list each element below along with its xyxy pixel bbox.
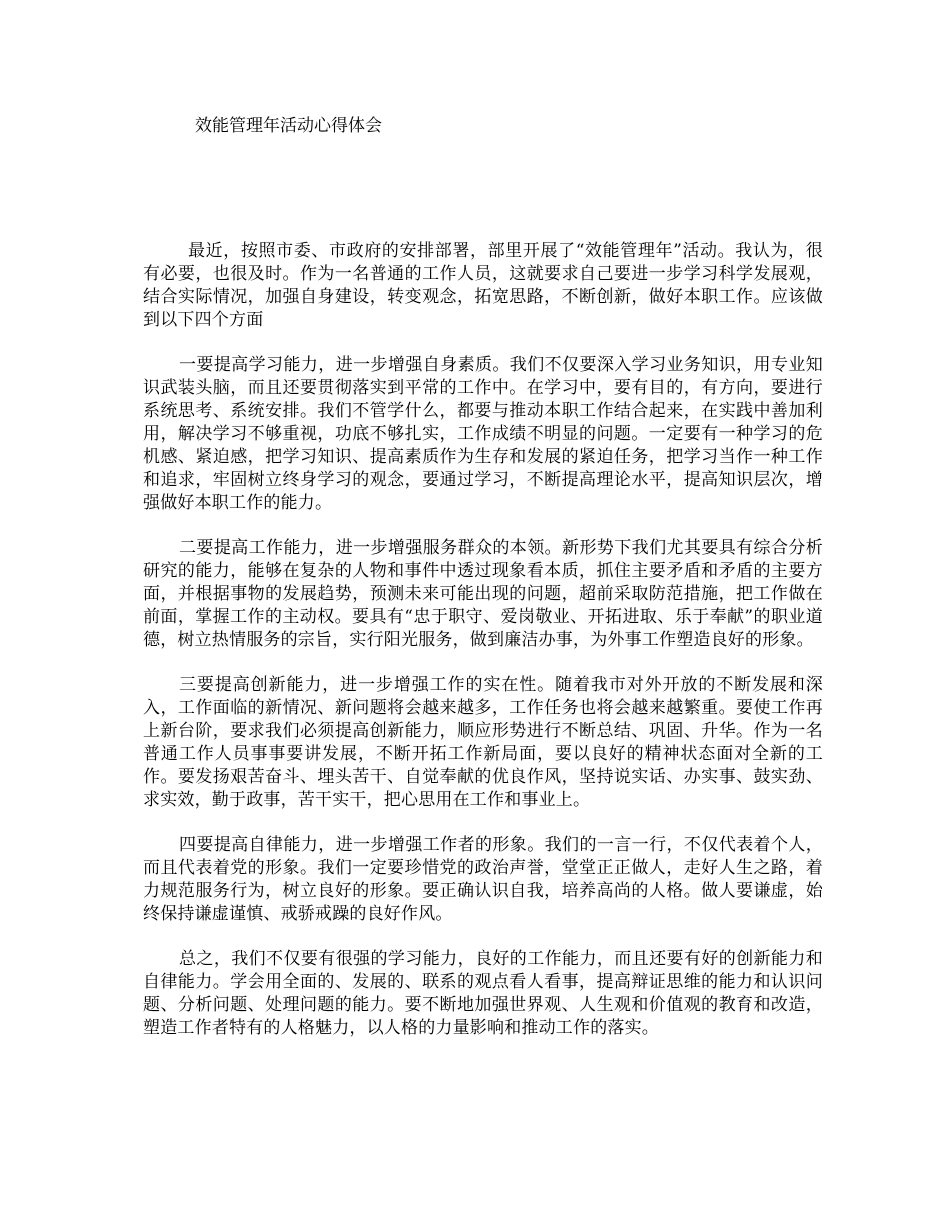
paragraph-conclusion: 总之，我们不仅要有很强的学习能力，良好的工作能力，而且还要有好的创新能力和自律能力。学会用全面的、发展的、联系的观点看人看事，提高辩证思维的能力和认识问题、分析问题、处理问题的能力。要不断地加强世界观、人生观和价值观的教育和改造，塑造工作者特有的人格魅力，以人格的力量影响和推动工作的落实。 bbox=[143, 949, 823, 1038]
paragraph-learning-ability: 一要提高学习能力，进一步增强自身素质。我们不仅要深入学习业务知识，用专业知识武装头脑，而且还要贯彻落实到平常的工作中。在学习中，要有目的，有方向，要进行系统思考、系统安排。我们不管学什么，都要与推动本职工作结合起来，在实践中善加利用，解决学习不够重视，功底不够扎实，工作成绩不明显的问题。一定要有一种学习的危机感、紧迫感，把学习知识、提高素质作为生存和发展的紧迫任务，把学习当作一种工作和追求，牢固树立终身学习的观念，要通过学习，不断提高理论水平，提高知识层次，增强做好本职工作的能力。 bbox=[143, 355, 823, 513]
paragraph-self-discipline: 四要提高自律能力，进一步增强工作者的形象。我们的一言一行，不仅代表着个人，而且代表着党的形象。我们一定要珍惜党的政治声誉，堂堂正正做人，走好人生之路，着力规范服务行为，树立良好的形象。要正确认识自我，培养高尚的人格。做人要谦虚，始终保持谦虚谨慎、戒骄戒躁的良好作风。 bbox=[143, 835, 823, 924]
paragraph-intro: 最近，按照市委、市政府的安排部署，部里开展了“效能管理年”活动。我认为，很有必要，也很及时。作为一名普通的工作人员，这就要求自己要进一步学习科学发展观，结合实际情况，加强自身建设，转变观念，拓宽思路，不断创新，做好本职工作。应该做到以下四个方面 bbox=[143, 241, 823, 330]
document-body bbox=[143, 240, 823, 1062]
paragraph-work-ability: 二要提高工作能力，进一步增强服务群众的本领。新形势下我们尤其要具有综合分析研究的能力，能够在复杂的人物和事件中透过现象看本质，抓住主要矛盾和矛盾的主要方面，并根据事物的发展趋势，预测未来可能出现的问题，超前采取防范措施，把工作做在前面，掌握工作的主动权。要具有“忠于职守、爱岗敬业、开拓进取、乐于奉献”的职业道德，树立热情服务的宗旨，实行阳光服务，做到廉洁办事，为外事工作塑造良好的形象。 bbox=[143, 538, 823, 650]
document-title: 效能管理年活动心得体会 bbox=[195, 116, 382, 136]
paragraph-innovation-ability: 三要提高创新能力，进一步增强工作的实在性。随着我市对外开放的不断发展和深入，工作面临的新情况、新问题将会越来越多，工作任务也将会越来越繁重。要使工作再上新台阶，要求我们必须提高创新能力，顺应形势进行不断总结、巩固、升华。作为一名普通工作人员事事要讲发展，不断开拓工作新局面，要以良好的精神状态面对全新的工作。要发扬艰苦奋斗、埋头苦干、自觉奉献的优良作风，坚持说实话、办实事、鼓实劲、求实效，勤于政事，苦干实干，把心思用在工作和事业上。 bbox=[143, 675, 823, 810]
